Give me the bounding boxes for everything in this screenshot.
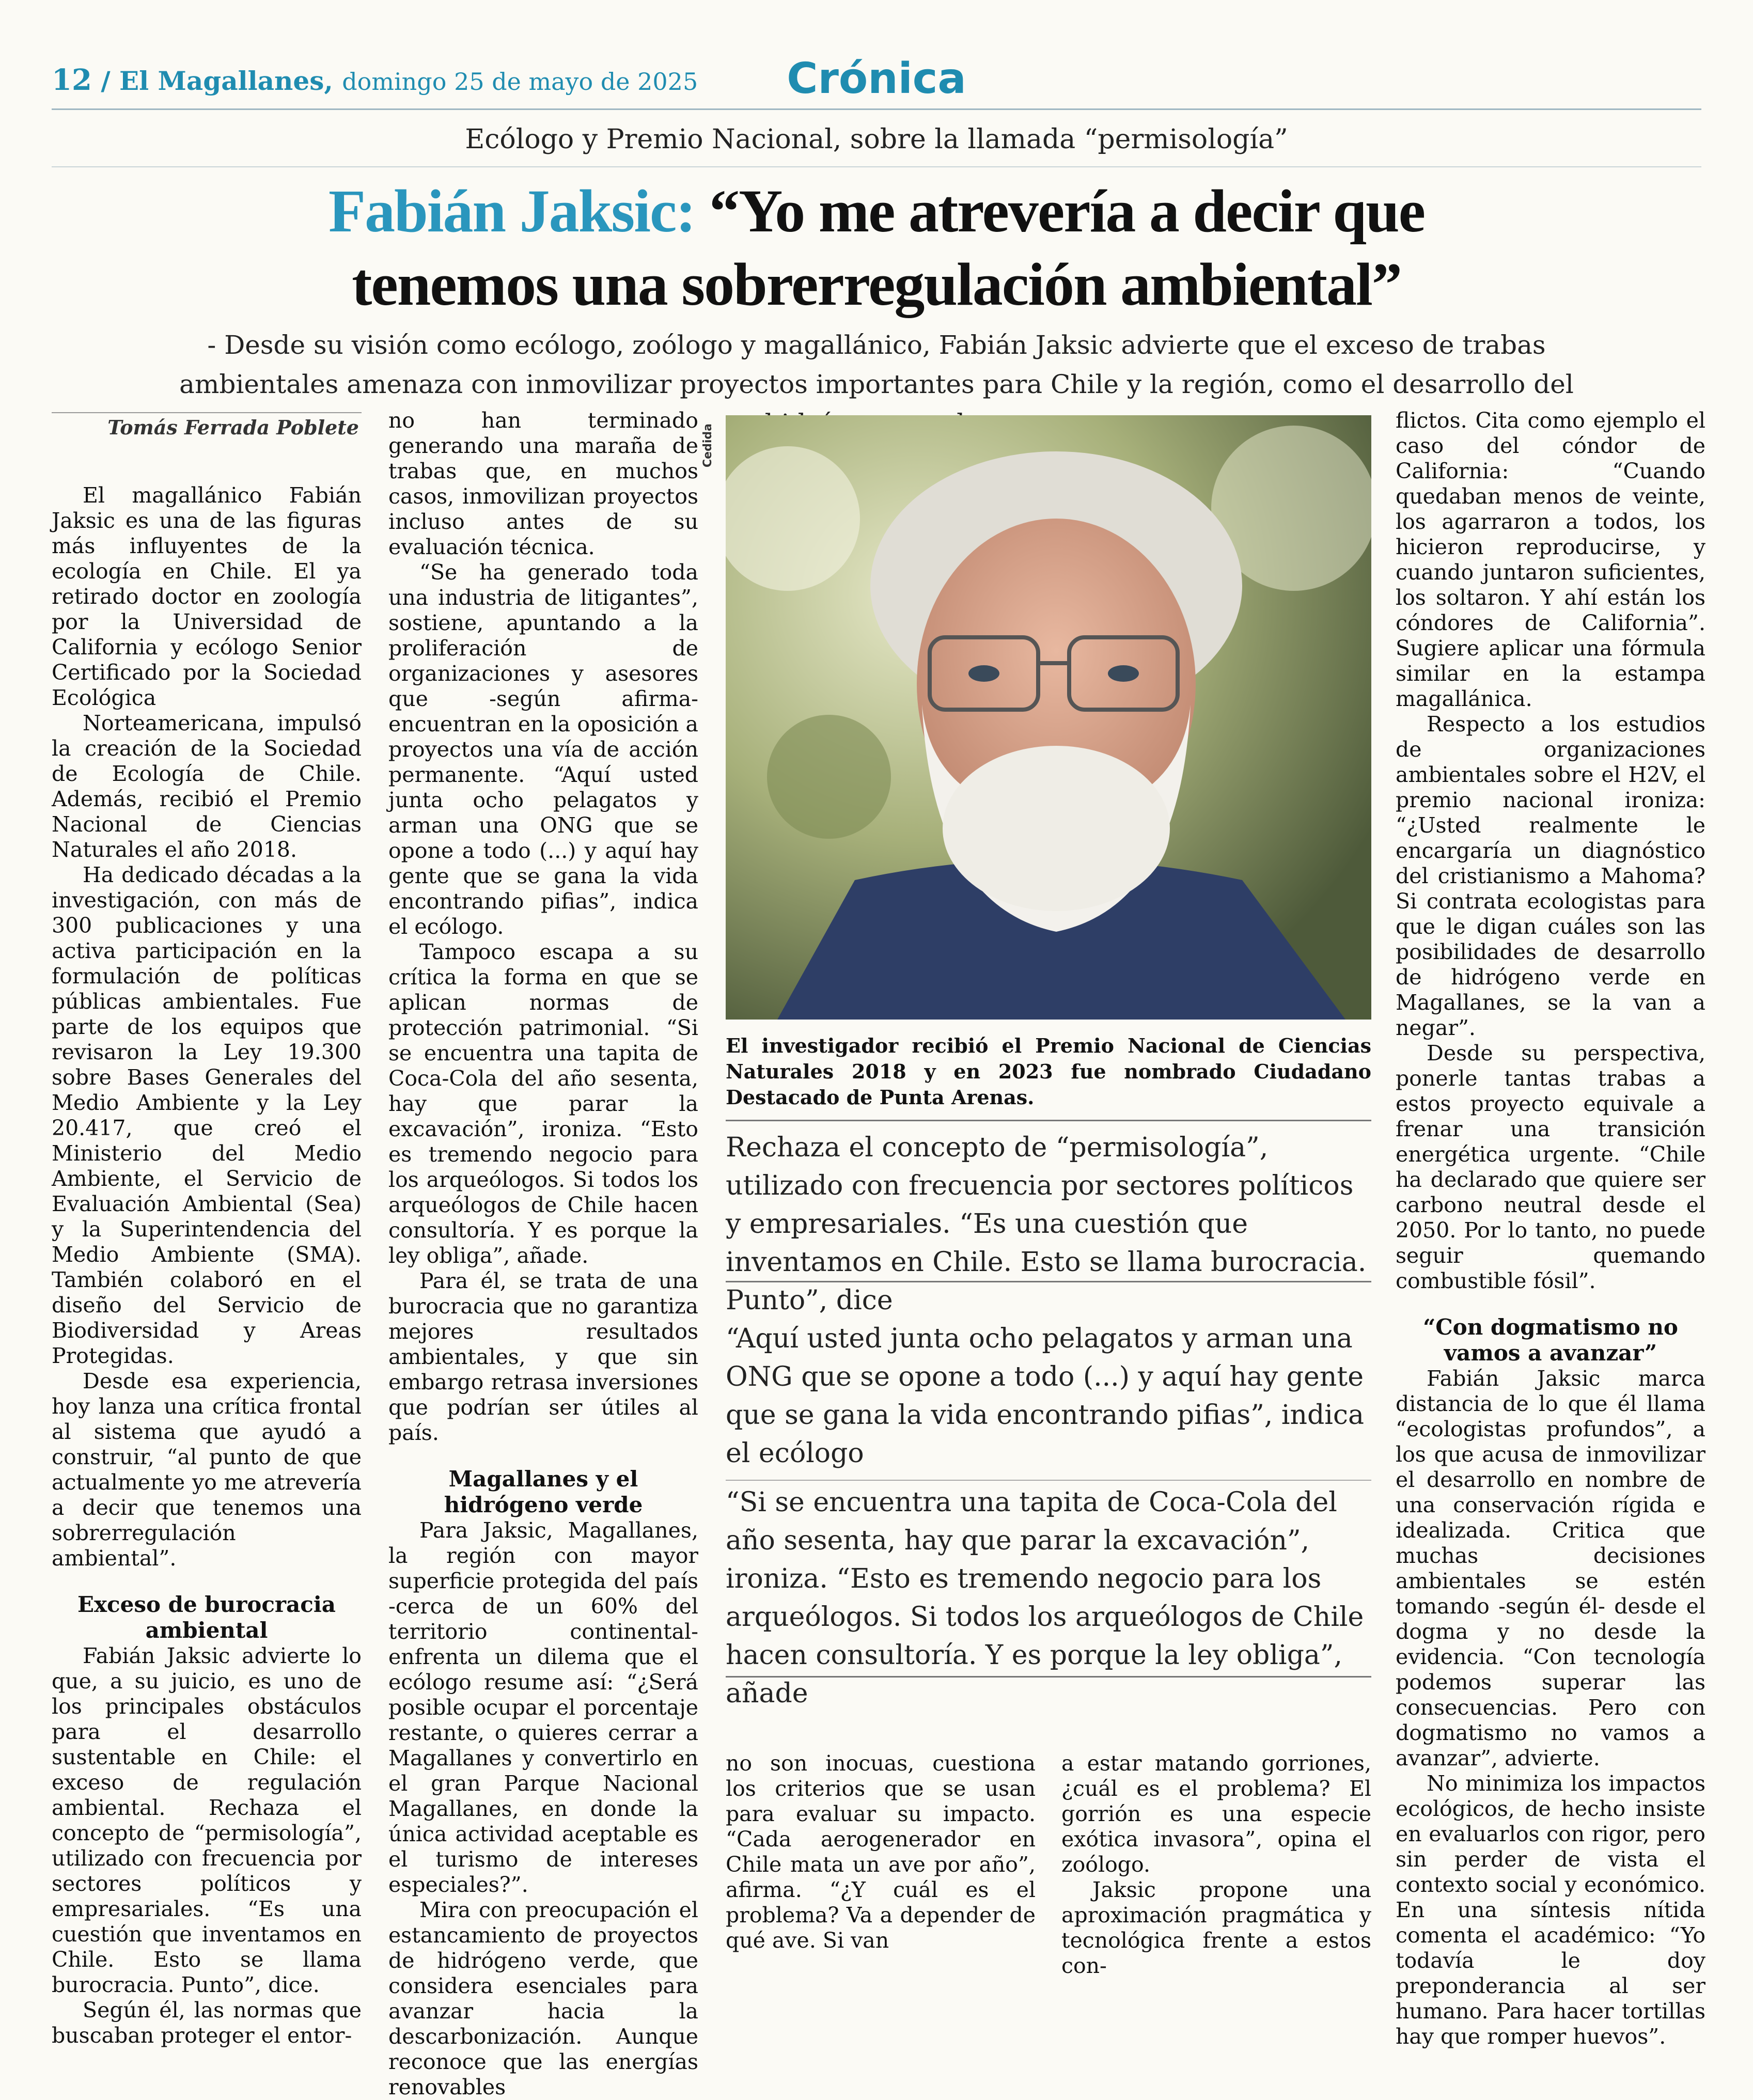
paragraph: no son inocuas, cuestiona los criterios que se usan para evaluar su impacto. “Cada aerogenerador en Chile mata un ave por año”, afirma. “¿Y cuál es el problema? Va a depender de qué ave. Si van	[726, 1751, 1036, 1953]
section-title: Crónica	[787, 54, 966, 103]
paragraph: Para él, se trata de una burocracia que no garantiza mejores resultados ambientales, y que sin embargo retrasa inversiones que podrían ser útiles al país.	[388, 1268, 698, 1445]
pullquote-2: “Aquí usted junta ocho pelagatos y arman una ONG que se opone a todo (...) y aquí hay gente que se gana la vida encontrando pifias”, indica el ecólogo	[726, 1323, 1365, 1469]
issue-date: domingo 25 de mayo de 2025	[342, 68, 698, 96]
newspaper-name: El Magallanes,	[119, 66, 333, 96]
subheading: “Con dogmatismo no vamos a avanzar”	[1423, 1314, 1678, 1366]
paragraph: “Se ha generado toda una industria de litigantes”, sostiene, apuntando a la proliferación de organizaciones y asesores que -según afirma- encuentran en la oposición a proyectos una vía de acción permanente. “Aquí usted junta ocho pelagatos y arman una ONG que se opone a todo (...) y aquí hay gente que se gana la vida encontrando pifias”, indica el ecólogo.	[388, 560, 698, 939]
paragraph: Mira con preocupación el estancamiento de proyectos de hidrógeno verde, que considera esenciales para avanzar hacia la descarbonización. Aunque reconoce que las energías renovables	[388, 1898, 698, 2099]
photo-caption: El investigador recibió el Premio Nacional de Ciencias Naturales 2018 y en 2023 fue nombrado Ciudadano Destacado de Punta Arenas.	[726, 1034, 1371, 1109]
paragraph: flictos. Cita como ejemplo el caso del cóndor de California: “Cuando quedaban menos de veinte, los agarraron a todos, los hicieron reproducirse, y cuando juntaron suficientes, los soltaron. Y ahí están los cóndores de California”. Sugiere aplicar una fórmula similar en la estampa magallánica.	[1396, 408, 1705, 711]
photo-credit: Cedida	[701, 424, 714, 467]
pullquote-rule-top	[726, 1120, 1371, 1121]
byline-divider	[52, 412, 362, 413]
subheading: Magallanes y el hidrógeno verde	[444, 1466, 643, 1517]
column-1	[52, 483, 362, 2048]
kicker: Ecólogo y Premio Nacional, sobre la llamada “permisología”	[465, 124, 1288, 155]
deck: - Desde su visión como ecólogo, zoólogo y magallánico, Fabián Jaksic advierte que el exceso de trabas ambientales amenaza con inmovilizar proyectos importantes para Chile y la región, como el desarrollo del	[179, 330, 1574, 399]
portrait-illustration	[726, 415, 1371, 1020]
headline-line-1: “Yo me atrevería a decir que	[709, 177, 1425, 245]
pullquote-rule	[726, 1480, 1371, 1481]
paragraph: no han terminado generando una maraña de trabas que, en muchos casos, inmovilizan proyectos incluso antes de su evaluación técnica.	[388, 408, 698, 559]
pullquote-1: Rechaza el concepto de “permisología”, utilizado con frecuencia por sectores políticos y empresariales. “Es una cuestión que inventamos en Chile. Esto se llama burocracia. Punto”, dice	[726, 1132, 1367, 1316]
portrait-photo	[726, 415, 1371, 1020]
paragraph: Desde esa experiencia, hoy lanza una crítica frontal al sistema que ayudó a construir, “al punto de que actualmente yo me atrevería a decir que tenemos una sobrerregulación ambiental”.	[52, 1369, 362, 1571]
paragraph: Tampoco escapa a su crítica la forma en que se aplican normas de protección patrimonial. “Si se encuentra una tapita de Coca-Cola del año sesenta, hay que parar la excavación”, ironiza. “Esto es tremendo negocio para los arqueólogos. Si todos los arqueólogos de Chile hacen consultoría. Y es porque la ley obliga”, añade.	[388, 939, 698, 1268]
paragraph: El magallánico Fabián Jaksic es una de las figuras más influyentes de la ecología en Chile. El ya retirado doctor en zoología por la Universidad de California y ecólogo Senior Certificado por la Sociedad Ecológica	[52, 483, 362, 710]
pullquote-3: “Si se encuentra una tapita de Coca-Cola del año sesenta, hay que parar la excavación”, ironiza. “Esto es tremendo negocio para los arqueólogos. Si todos los arqueólogos de Chile hacen consultoría. Y es porque la ley obliga”, añade	[726, 1487, 1364, 1709]
paragraph: Fabián Jaksic advierte lo que, a su juicio, es uno de los principales obstáculos para el desarrollo sustentable en Chile: el exceso de regulación ambiental. Rechaza el concepto de “permisología”, utilizado con frecuencia por sectores políticos y empresariales. “Es una cuestión que inventamos en Chile. Esto se llama burocracia. Punto”, dice.	[52, 1643, 362, 1997]
paragraph: Respecto a los estudios de organizaciones ambientales sobre el H2V, el premio nacional ironiza: “¿Usted realmente le encargaría un diagnóstico del cristianismo a Mahoma? Si contrata ecologistas para que le digan cuáles son las posibilidades de desarrollo de hidrógeno verde en Magallanes, se la van a negar”.	[1396, 712, 1705, 1040]
paragraph: Según él, las normas que buscaban proteger el entor-	[52, 1998, 362, 2048]
subheading: Exceso de burocracia ambiental	[77, 1592, 336, 1643]
kicker-divider	[52, 166, 1701, 167]
column-2	[388, 408, 698, 2100]
paragraph: Norteamericana, impulsó la creación de la Sociedad de Ecología de Chile. Además, recibió el Premio Nacional de Ciencias Naturales el año 2018.	[52, 711, 362, 862]
paragraph: a estar matando gorriones, ¿cuál es el problema? El gorrión es una especie exótica invasora”, opina el zoólogo.	[1061, 1751, 1371, 1877]
paragraph: No minimiza los impactos ecológicos, de hecho insiste en evaluarlos con rigor, pero sin perder de vista el contexto social y económico. En una síntesis nítida comenta el académico: “Yo todavía le doy preponderancia al ser humano. Para hacer tortillas hay que romper huevos”.	[1396, 1771, 1705, 2049]
paragraph: Desde su perspectiva, ponerle tantas trabas a estos proyecto equivale a frenar una transición energética urgente. “Chile ha declarado que quiere ser carbono neutral desde el 2050. Por lo tanto, no puede seguir quemando combustible fósil”.	[1396, 1041, 1705, 1293]
masthead-divider	[52, 108, 1701, 110]
page-number: 12	[52, 63, 92, 97]
headline-line-2: tenemos una sobrerregulación ambiental”	[352, 250, 1401, 318]
headline-name: Fabián Jaksic:	[328, 177, 695, 245]
folio-slash: /	[101, 66, 111, 96]
paragraph: Jaksic propone una aproximación pragmática y tecnológica frente a estos con-	[1061, 1877, 1371, 1978]
paragraph: Fabián Jaksic marca distancia de lo que él llama “ecologistas profundos”, a los que acusa de inmovilizar el desarrollo en nombre de una conservación rígida e idealizada. Critica que muchas decisiones ambientales se estén tomando -según él- desde el dogma y no desde la evidencia. “Con tecnología podemos superar las consecuencias. Pero con dogmatismo no vamos a avanzar”, advierte.	[1396, 1366, 1705, 1770]
paragraph: Ha dedicado décadas a la investigación, con más de 300 publicaciones y una activa participación en la formulación de políticas públicas ambientales. Fue parte de los equipos que revisaron la Ley 19.300 sobre Bases Generales del Medio Ambiente y la Ley 20.417, que creó el Ministerio del Medio Ambiente, el Servicio de Evaluación Ambiental (Sea) y la Superintendencia del Medio Ambiente (SMA). También colaboró en el diseño del Servicio de Biodiversidad y Areas Protegidas.	[52, 863, 362, 1368]
pullquote-rule	[726, 1281, 1371, 1282]
column-3b	[1061, 1751, 1371, 1979]
headline	[52, 175, 1701, 321]
byline: Tomás Ferrada Poblete	[107, 416, 359, 439]
column-3a	[726, 1751, 1036, 1953]
paragraph: Para Jaksic, Magallanes, la región con mayor superficie protegida del país -cerca de un 60% del territorio continental- enfrenta un dilema que el ecólogo resume así: “¿Será posible ocupar el porcentaje restante, o quieres cerrar a Magallanes y convertirlo en el gran Parque Nacional Magallanes, en donde la única actividad aceptable es el turismo de intereses especiales?”.	[388, 1518, 698, 1897]
pullquote-rule-bottom	[726, 1676, 1371, 1678]
column-4	[1396, 408, 1705, 2049]
